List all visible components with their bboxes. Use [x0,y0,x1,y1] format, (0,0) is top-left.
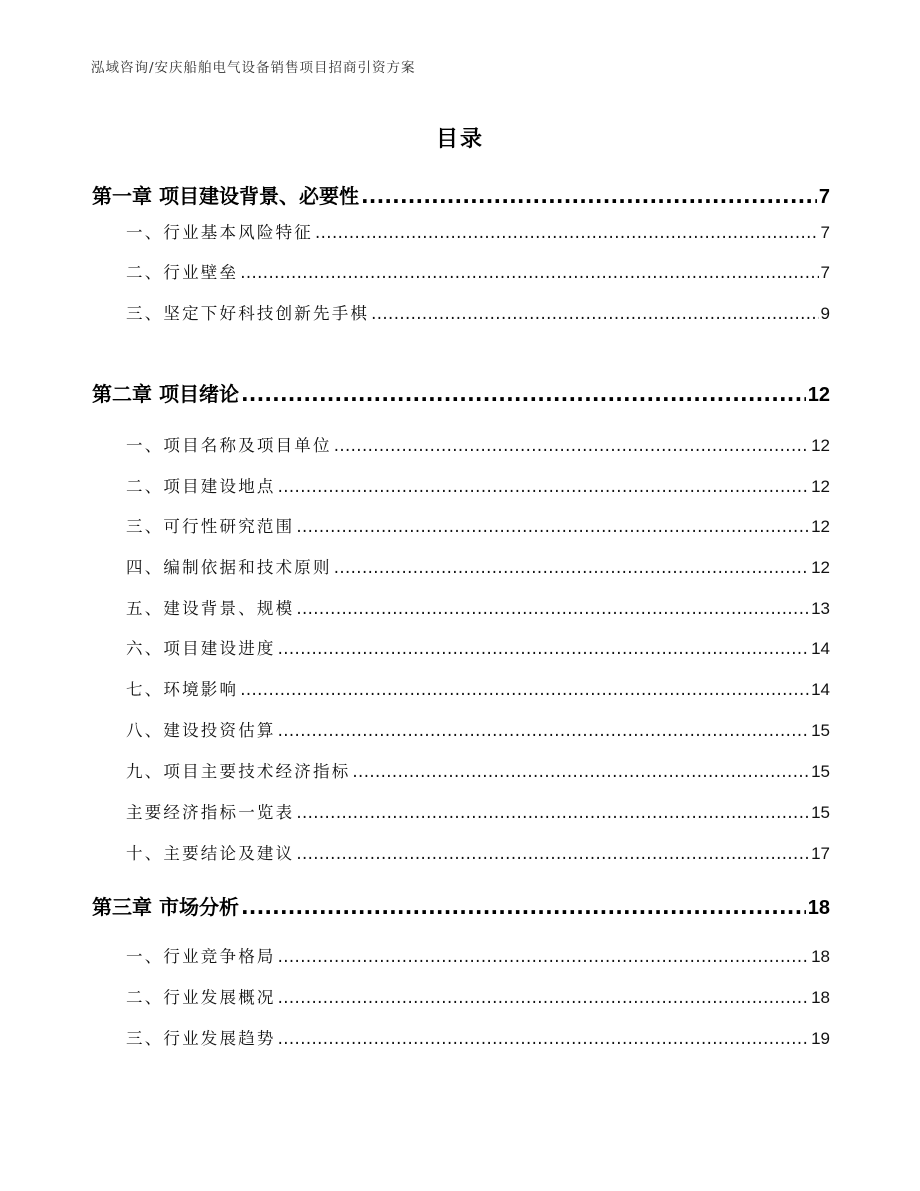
dot-leader [241,895,806,919]
entry-number: 四、 [126,558,164,577]
entry-page-number: 18 [811,947,830,966]
entry-label: 项目主要技术经济指标 [163,762,351,781]
dot-leader [334,558,809,577]
entry-label: 行业基本风险特征 [163,223,314,242]
entry-number: 三、 [126,517,164,536]
entry-page-number: 19 [811,1029,830,1048]
entry-number: 七、 [126,680,164,699]
entry-page-number: 12 [811,517,830,536]
entry-page-number: 12 [807,384,830,406]
entry-label: 编制依据和技术原则 [163,558,332,577]
entry-number: 二、 [126,988,164,1007]
entry-page-number: 9 [820,304,830,323]
entry-label: 行业发展趋势 [163,1029,276,1048]
entry-label: 项目名称及项目单位 [163,436,332,455]
toc-section-entry[interactable] [92,432,830,456]
entry-number: 九、 [126,762,164,781]
entry-page-number: 14 [811,639,830,658]
entry-label: 环境影响 [163,680,239,699]
toc-section-entry[interactable] [92,840,830,864]
entry-page-number: 17 [811,844,830,863]
toc-section-entry[interactable] [92,943,830,967]
dot-leader [278,988,809,1007]
entry-page-number: 18 [807,897,830,919]
toc-section-entry[interactable] [92,758,830,782]
dot-leader [361,184,817,208]
entry-page-number: 12 [811,558,830,577]
entry-label: 行业壁垒 [163,263,239,282]
entry-number: 八、 [126,721,164,740]
entry-number: 二、 [126,263,164,282]
entry-label: 第一章 项目建设背景、必要性 [92,184,359,208]
entry-label: 项目建设地点 [163,477,276,496]
entry-label: 建设背景、规模 [163,599,295,618]
toc-section-entry[interactable] [92,717,830,741]
page-header: 泓域咨询/安庆船舶电气设备销售项目招商引资方案 [91,60,416,76]
entry-label: 第二章 项目绪论 [92,382,239,406]
dot-leader [334,436,809,455]
toc-section-entry[interactable] [92,300,830,324]
entry-number: 二、 [126,477,164,496]
entry-page-number: 15 [811,803,830,822]
entry-number: 三、 [126,1029,164,1048]
toc-chapter-entry[interactable] [92,891,830,920]
dot-leader [278,721,809,740]
entry-number: 六、 [126,639,164,658]
toc-chapter-entry[interactable] [92,378,830,407]
dot-leader [240,263,818,282]
entry-label: 建设投资估算 [163,721,276,740]
entry-page-number: 14 [811,680,830,699]
dot-leader [240,680,809,699]
entry-page-number: 7 [818,186,830,208]
toc-section-entry[interactable] [92,554,830,578]
toc-section-entry[interactable] [92,799,830,823]
entry-label: 主要结论及建议 [163,844,295,863]
entry-page-number: 15 [811,762,830,781]
dot-leader [296,517,809,536]
dot-leader [278,1029,809,1048]
dot-leader [296,803,809,822]
dot-leader [296,844,809,863]
dot-leader [278,477,809,496]
toc-section-entry[interactable] [92,219,830,243]
toc-section-entry[interactable] [92,259,830,283]
entry-page-number: 7 [820,263,830,282]
toc-chapter-entry[interactable] [92,180,830,209]
entry-number: 一、 [126,947,164,966]
dot-leader [278,947,809,966]
entry-label: 可行性研究范围 [163,517,295,536]
dot-leader [371,304,818,323]
entry-number: 五、 [126,599,164,618]
entry-label: 主要经济指标一览表 [126,803,295,822]
entry-label: 项目建设进度 [163,639,276,658]
dot-leader [278,639,809,658]
toc-section-entry[interactable] [92,473,830,497]
entry-number: 一、 [126,436,164,455]
toc-section-entry[interactable] [92,1025,830,1049]
toc-section-entry[interactable] [92,984,830,1008]
entry-number: 一、 [126,223,164,242]
entry-number: 十、 [126,844,164,863]
toc-section-entry[interactable] [92,635,830,659]
entry-page-number: 12 [811,477,830,496]
toc-title: 目录 [435,127,484,152]
toc-section-entry[interactable] [92,676,830,700]
dot-leader [241,382,806,406]
dot-leader [352,762,809,781]
entry-label: 行业竞争格局 [163,947,276,966]
entry-page-number: 12 [811,436,830,455]
entry-label: 行业发展概况 [163,988,276,1007]
toc-section-entry[interactable] [92,595,830,619]
dot-leader [296,599,809,618]
dot-leader [315,223,819,242]
toc-section-entry[interactable] [92,513,830,537]
entry-number: 三、 [126,304,164,323]
entry-page-number: 7 [820,223,830,242]
entry-label: 第三章 市场分析 [92,895,239,919]
entry-page-number: 18 [811,988,830,1007]
entry-page-number: 15 [811,721,830,740]
entry-page-number: 13 [811,599,830,618]
entry-label: 坚定下好科技创新先手棋 [163,304,370,323]
